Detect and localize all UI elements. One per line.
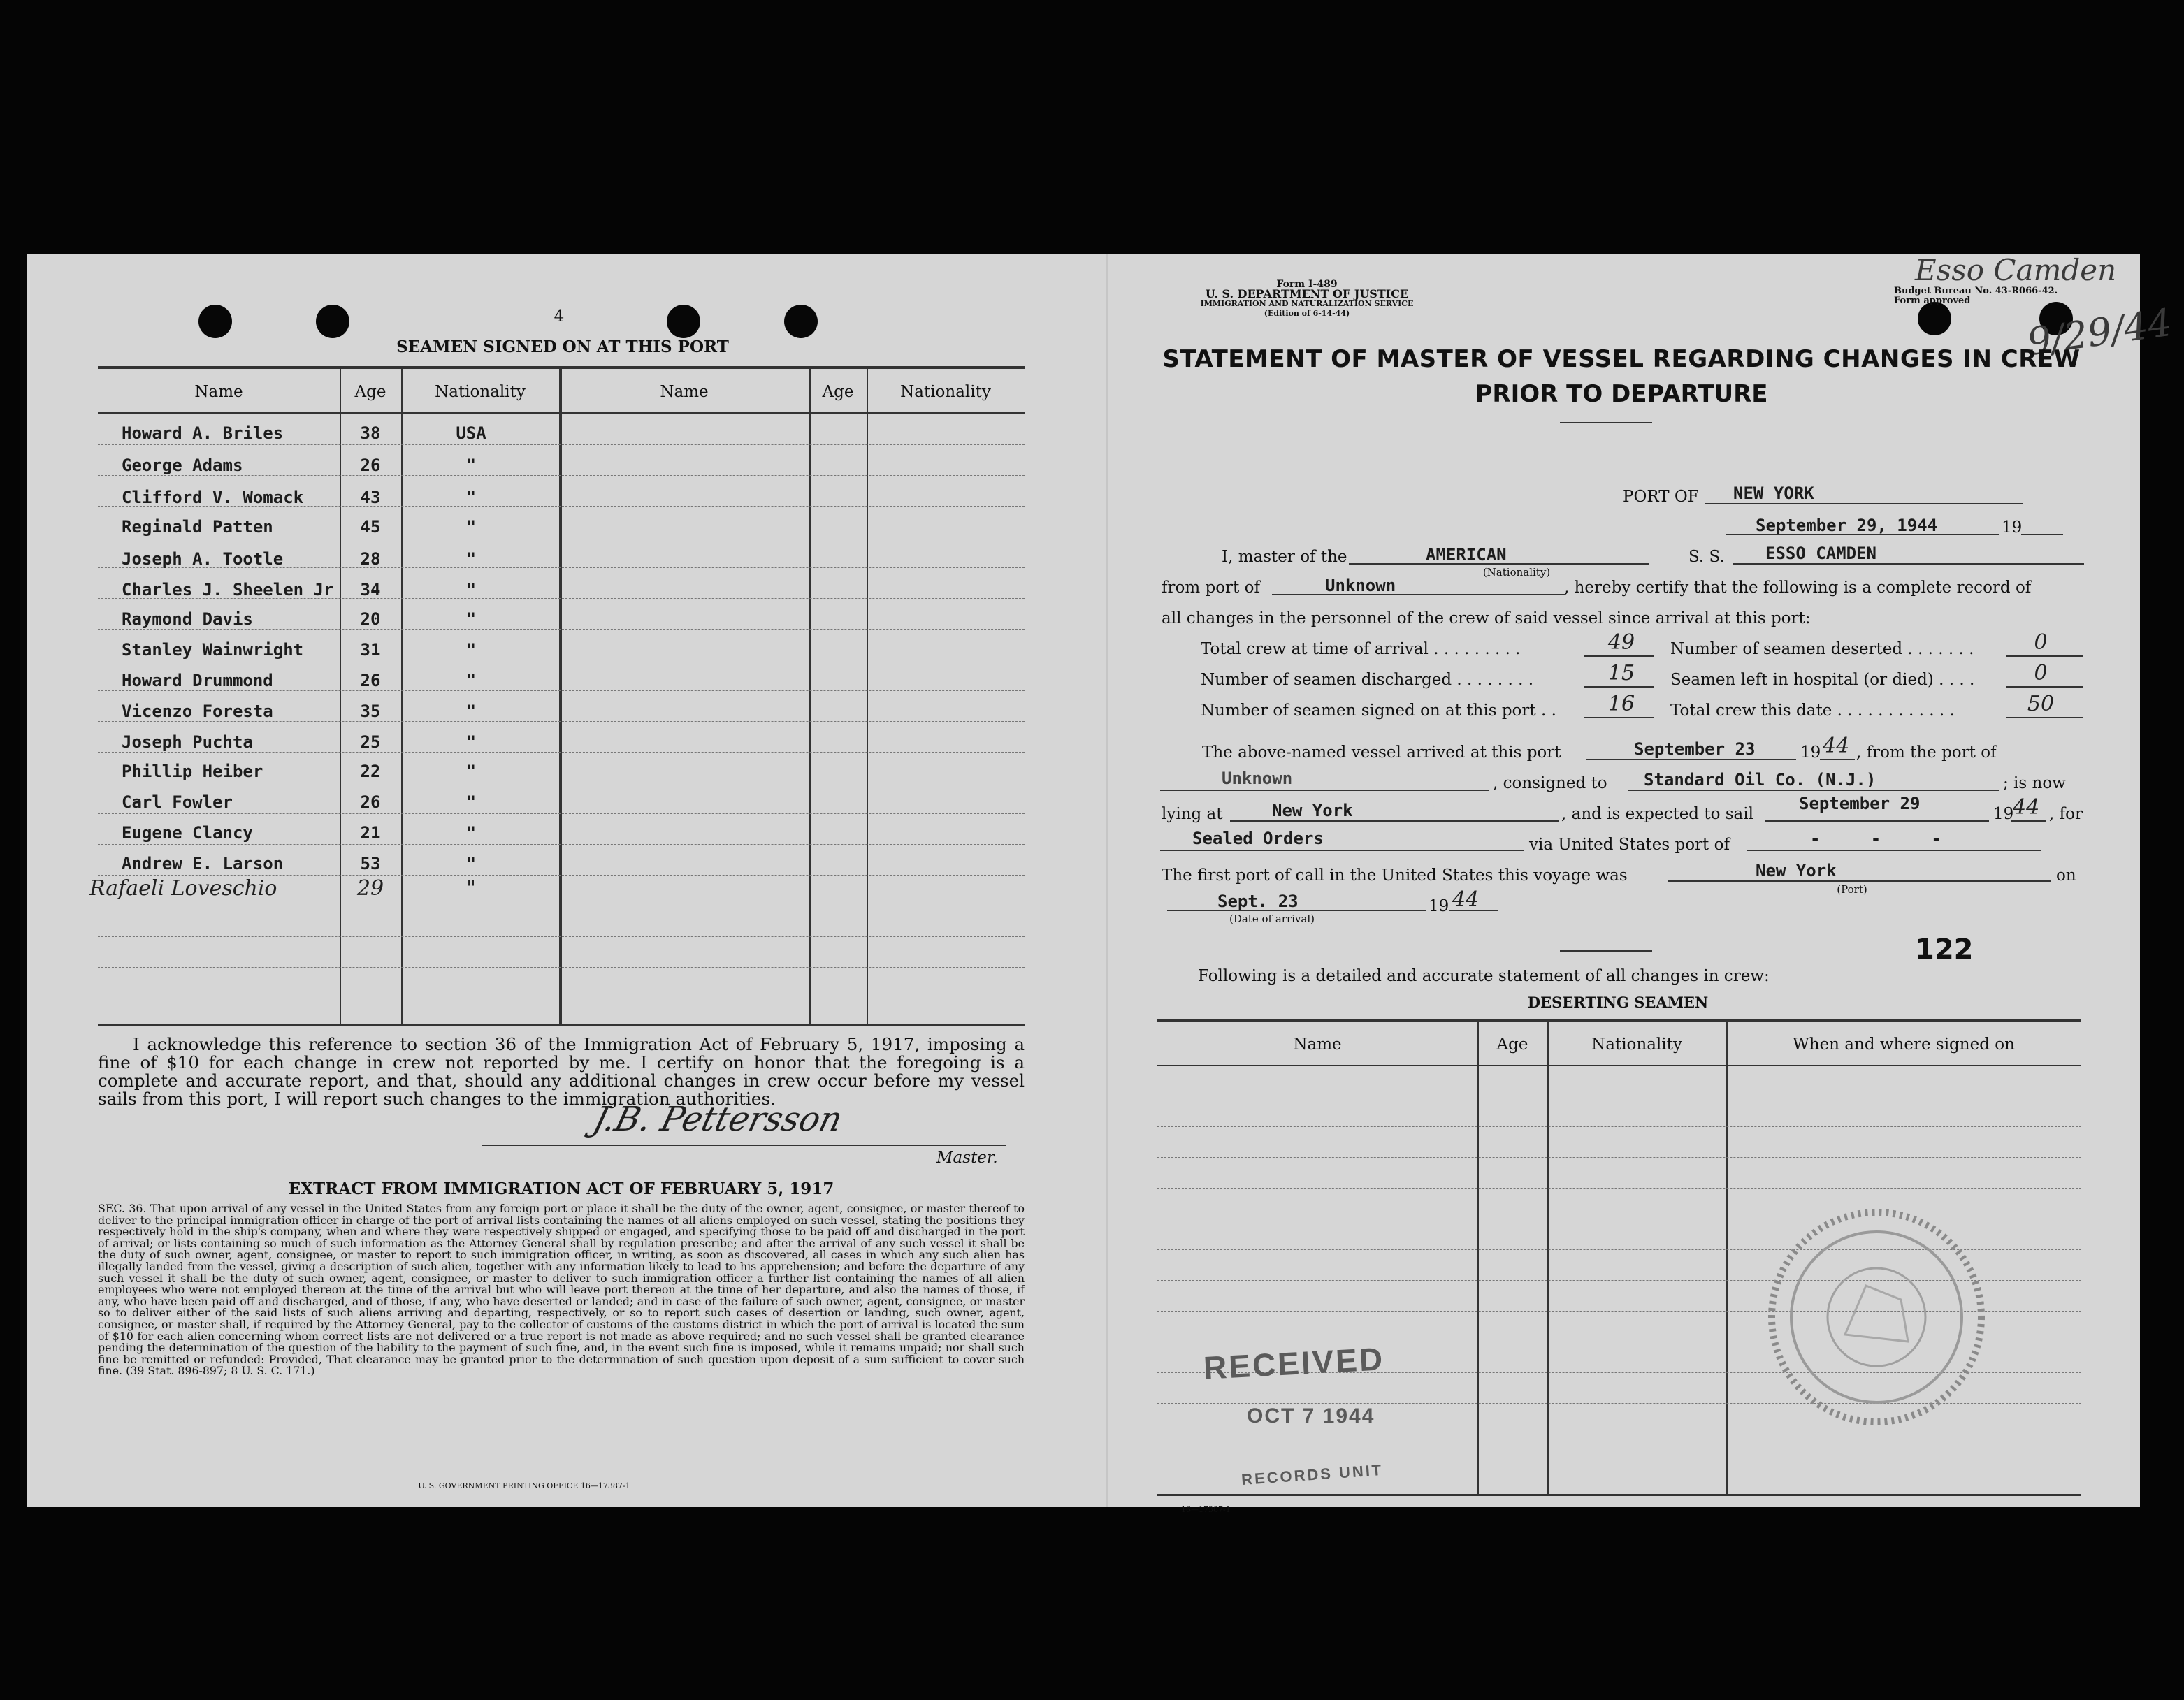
destination-value: Sealed Orders	[1192, 829, 1324, 848]
certify-text: , hereby certify that the following is a complete record of	[1564, 579, 2032, 597]
page-fold	[1106, 254, 1108, 1507]
port-caption: (Port)	[1837, 883, 1867, 896]
stat-line	[2006, 717, 2083, 718]
seaman-name: Phillip Heiber	[122, 762, 263, 781]
seaman-nationality: "	[465, 823, 477, 843]
signature-line	[482, 1145, 1006, 1146]
seaman-name-handwritten: Rafaeli Loveschio	[89, 876, 277, 901]
acknowledgement-text: I acknowledge this reference to section 36 of the Immigration Act of February 5, 1917, imposing a fine of $10 for each change in crew not reported by me. I certify on honor that the foregoing is a complete and accurate report, and that, should any additional changes in crew occur before my vessel sails from this port, I will report such changes to the immigration authorities.	[98, 1034, 1025, 1109]
deserting-col-signed-on: When and where signed on	[1793, 1036, 2015, 1054]
first-port-label: The first port of call in the United States this voyage was	[1162, 866, 1628, 885]
corner-handwriting-date: 9/29/44	[2024, 300, 2175, 365]
statement-subtitle: PRIOR TO DEPARTURE	[1475, 380, 1768, 408]
arrived-nineteen: 19	[1800, 743, 1821, 762]
seaman-age: 53	[360, 854, 381, 873]
seaman-nationality: "	[465, 854, 477, 873]
col-header-name-2: Name	[660, 383, 709, 401]
row-rule	[98, 844, 1025, 845]
seaman-age: 43	[360, 488, 381, 507]
stat-label-signed-on: Number of seamen signed on at this port . .	[1201, 702, 1556, 720]
seaman-name: Vicenzo Foresta	[122, 702, 273, 721]
vessel-line	[1733, 563, 2084, 565]
row-rule	[98, 752, 1025, 753]
arrival-date-line	[1167, 910, 1426, 911]
form-approved: Form approved	[1894, 296, 1971, 306]
via-value: - - -	[1810, 829, 1941, 848]
stat-line	[2006, 655, 2083, 657]
port-value: NEW YORK	[1733, 484, 1814, 503]
deserting-col-divider	[1726, 1022, 1728, 1494]
statement-title: STATEMENT OF MASTER OF VESSEL REGARDING CHANGES IN CREW	[1162, 345, 2081, 373]
nationality-caption: (Nationality)	[1482, 566, 1551, 579]
from-the-port-label: , from the port of	[1856, 743, 1997, 762]
seaman-age: 20	[360, 609, 381, 629]
seaman-nationality: USA	[456, 423, 486, 443]
seaman-nationality: "	[465, 609, 477, 629]
seaman-age: 26	[360, 671, 381, 690]
seaman-nationality: "	[465, 580, 477, 600]
col-header-age-2: Age	[822, 383, 854, 401]
following-text: Following is a detailed and accurate statement of all changes in crew:	[1198, 967, 1770, 985]
seaman-age: 45	[360, 517, 381, 537]
deserting-col-nationality: Nationality	[1591, 1036, 1682, 1054]
expected-label: , and is expected to sail	[1561, 805, 1753, 823]
arrived-year-line	[1820, 759, 1855, 760]
sail-nineteen: 19	[1993, 805, 2014, 823]
consigned-label: , consigned to	[1493, 774, 1607, 792]
from-port-line	[1272, 594, 1565, 595]
seaman-name: Reginald Patten	[122, 517, 273, 537]
arrived-year: 44	[1823, 734, 1850, 758]
row-rule	[98, 875, 1025, 876]
master-of-label: I, master of the	[1222, 548, 1347, 566]
origin-value: Unknown	[1222, 769, 1293, 788]
seaman-nationality: "	[465, 517, 477, 537]
seaman-age-handwritten: 29	[356, 876, 384, 901]
seaman-age: 26	[360, 456, 381, 475]
deserting-col-divider	[1547, 1022, 1549, 1494]
row-rule	[98, 629, 1025, 630]
row-rule	[1157, 1157, 2081, 1158]
bottom-form-code: 16—17387-1	[1181, 1505, 1231, 1514]
row-rule	[98, 444, 1025, 445]
nationality-line	[1349, 563, 1649, 565]
sail-value: September 29	[1799, 794, 1921, 813]
is-now-label: ; is now	[2003, 774, 2066, 792]
seaman-age: 35	[360, 702, 381, 721]
arrival-year: 44	[1452, 887, 1480, 912]
arrived-value: September 23	[1634, 739, 1756, 759]
section-rule	[1560, 950, 1652, 952]
seaman-nationality: "	[465, 671, 477, 690]
col-header-nationality: Nationality	[435, 383, 526, 401]
form-number: Form I-489	[1276, 279, 1338, 290]
budget-number: Budget Bureau No. 43-R066-42.	[1894, 286, 2058, 296]
stat-value-hospital: 0	[2034, 661, 2048, 685]
row-rule	[98, 967, 1025, 968]
received-date: OCT 7 1944	[1247, 1404, 1375, 1427]
col-header-age: Age	[354, 383, 386, 401]
deserting-title: DESERTING SEAMEN	[1527, 994, 1709, 1011]
seaman-nationality-handwritten: "	[466, 876, 476, 901]
stat-label-discharged: Number of seamen discharged . . . . . . . .	[1201, 671, 1534, 689]
punch-hole	[1918, 302, 1951, 335]
budget-bureau	[1894, 286, 2058, 306]
records-unit-stamp: RECORDS UNIT	[1241, 1460, 1384, 1489]
via-line	[1747, 850, 2041, 851]
form-header	[1160, 279, 1454, 319]
seaman-name: Raymond Davis	[122, 609, 253, 629]
row-rule	[98, 475, 1025, 476]
stat-label-total-now: Total crew this date . . . . . . . . . . . .	[1670, 702, 1955, 720]
deserting-header-rule	[1157, 1065, 2081, 1066]
vessel-name: ESSO CAMDEN	[1765, 544, 1876, 563]
ss-label: S. S.	[1688, 548, 1725, 566]
seaman-age: 38	[360, 423, 381, 443]
port-line	[1705, 503, 2023, 504]
title-rule	[1560, 422, 1652, 423]
on-label: on	[2056, 866, 2076, 885]
extract-title: EXTRACT FROM IMMIGRATION ACT OF FEBRUARY 5, 1917	[288, 1179, 834, 1198]
from-port-value: Unknown	[1325, 576, 1396, 595]
seaman-name: Joseph Puchta	[122, 732, 253, 752]
first-port-line	[1668, 880, 2051, 882]
punch-hole	[784, 305, 818, 338]
page-number: 4	[554, 307, 565, 326]
seaman-name: George Adams	[122, 456, 243, 475]
master-label: Master.	[936, 1149, 998, 1167]
seaman-name: Clifford V. Womack	[122, 488, 304, 507]
stat-value-total-arrival: 49	[1607, 630, 1635, 655]
seaman-name: Howard A. Briles	[122, 423, 284, 443]
seaman-name: Joseph A. Tootle	[122, 549, 284, 569]
deserting-col-divider	[1477, 1022, 1479, 1494]
for-label: , for	[2049, 805, 2083, 823]
date-suffix: 19	[2002, 518, 2023, 537]
row-rule	[1157, 1126, 2081, 1127]
table-col-divider	[867, 369, 868, 1024]
punch-hole	[198, 305, 232, 338]
seaman-name: Eugene Clancy	[122, 823, 253, 843]
stat-value-deserted: 0	[2034, 630, 2048, 655]
circular-seal-stamp	[1761, 1202, 1992, 1432]
seaman-age: 21	[360, 823, 381, 843]
seaman-name: Andrew E. Larson	[122, 854, 284, 873]
seaman-nationality: "	[465, 792, 477, 812]
seaman-age: 31	[360, 640, 381, 660]
destination-line	[1160, 850, 1524, 851]
deserting-col-name: Name	[1293, 1036, 1342, 1054]
seaman-nationality: "	[465, 762, 477, 781]
stat-label-total-arrival: Total crew at time of arrival . . . . . . . . .	[1201, 640, 1521, 658]
stat-value-total-now: 50	[2027, 692, 2055, 716]
corner-handwriting-vessel: Esso Camden	[1915, 253, 2117, 287]
lying-at-value: New York	[1272, 801, 1353, 820]
seaman-age: 26	[360, 792, 381, 812]
left-page-title: SEAMEN SIGNED ON AT THIS PORT	[396, 337, 729, 356]
seaman-nationality: "	[465, 488, 477, 507]
punch-hole	[316, 305, 349, 338]
arrived-line	[1586, 759, 1796, 760]
seaman-nationality: "	[465, 456, 477, 475]
consignee-line	[1628, 790, 1999, 791]
arrived-label: The above-named vessel arrived at this port	[1202, 743, 1561, 762]
col-header-nationality-2: Nationality	[900, 383, 991, 401]
seaman-name: Charles J. Sheelen Jr	[122, 580, 334, 600]
row-rule	[98, 690, 1025, 691]
row-rule	[98, 813, 1025, 814]
sail-year-line	[2011, 820, 2046, 822]
punch-hole	[667, 305, 700, 338]
arrival-year-line	[1449, 910, 1498, 911]
seaman-name: Stanley Wainwright	[122, 640, 304, 660]
table-col-divider	[559, 369, 562, 1024]
seaman-nationality: "	[465, 702, 477, 721]
col-header-name: Name	[194, 383, 243, 401]
nationality-value: AMERICAN	[1426, 545, 1507, 565]
lying-at-line	[1230, 820, 1559, 822]
received-stamp: RECEIVED	[1202, 1340, 1386, 1386]
printing-office: U. S. GOVERNMENT PRINTING OFFICE 16—17387-1	[418, 1481, 630, 1490]
seaman-nationality: "	[465, 732, 477, 752]
department-name: U. S. DEPARTMENT OF JUSTICE	[1205, 287, 1409, 300]
table-col-divider	[809, 369, 811, 1024]
row-rule	[98, 936, 1025, 937]
arrival-date-caption: (Date of arrival)	[1229, 913, 1315, 925]
table-bottom-rule	[98, 1024, 1025, 1026]
arrival-date-value: Sept. 23	[1217, 892, 1299, 911]
lying-at-label: lying at	[1162, 805, 1223, 823]
stat-line	[2006, 686, 2083, 688]
service-name: IMMIGRATION AND NATURALIZATION SERVICE	[1200, 299, 1414, 308]
stat-line	[1584, 655, 1654, 657]
stat-line	[1584, 686, 1654, 688]
port-label: PORT OF	[1623, 488, 1699, 506]
row-rule	[98, 721, 1025, 722]
stat-label-deserted: Number of seamen deserted . . . . . . .	[1670, 640, 1974, 658]
first-port-value: New York	[1756, 861, 1837, 880]
seaman-name: Carl Fowler	[122, 792, 233, 812]
origin-line	[1160, 790, 1489, 791]
stat-label-hospital: Seamen left in hospital (or died) . . . .	[1670, 671, 1975, 689]
seaman-nationality: "	[465, 640, 477, 660]
master-signature: J.B. Pettersson	[589, 1100, 847, 1139]
from-port-label: from port of	[1162, 579, 1260, 597]
row-rule	[1157, 1188, 2081, 1189]
stat-value-discharged: 15	[1607, 661, 1635, 685]
deserting-col-age: Age	[1496, 1036, 1528, 1054]
date-suffix-line	[2021, 534, 2063, 535]
consignee-value: Standard Oil Co. (N.J.)	[1644, 770, 1876, 790]
seaman-name: Howard Drummond	[122, 671, 273, 690]
via-label: via United States port of	[1529, 836, 1730, 854]
seaman-age: 22	[360, 762, 381, 781]
date-line	[1726, 534, 1999, 535]
seaman-age: 28	[360, 549, 381, 569]
sail-line	[1765, 820, 1989, 822]
stat-line	[1584, 717, 1654, 718]
seaman-nationality: "	[465, 549, 477, 569]
certify-text-2: all changes in the personnel of the crew of said vessel since arrival at this port:	[1162, 609, 1811, 627]
edition-text: (Edition of 6-14-44)	[1264, 309, 1350, 318]
sail-year: 44	[2013, 795, 2040, 820]
date-value: September 29, 1944	[1756, 516, 1938, 535]
seaman-age: 25	[360, 732, 381, 752]
extract-text: SEC. 36. That upon arrival of any vessel in the United States from any foreign port or place it shall be the duty of the owner, agent, consignee, or master thereof to deliver to the principal immigration officer in charge of the port of arrival lists containing the names of all aliens employed on such vessel, stating the positions they respectively hold in the ship's company, when and where they were respectively shipped or engaged, and specifying those to be paid off and discharged in the port of arrival; or lists containing so much of such information as the Attorney General shall by regulation prescribe; and after the arrival of any such vessel it shall be the duty of such owner, agent, consignee, or master to report to such immigration officer, in writing, as soon as discovered, all cases in which any such alien has illegally landed from the vessel, giving a description of such alien, together with any information likely to lead to his apprehension; and before the departure of any such vessel it shall be the duty of such owner, agent, consignee, or master to deliver to such immigration officer a further list containing the names of all alien employees who were not employed thereon at the time of the arrival but who will leave port thereon at the time of her departure, and also the names of those, if any, who have been paid off and discharged, and of those, if any, who have deserted or landed; and in case of the failure of such owner, agent, consignee, or master so to deliver either of the said lists of such aliens arriving and departing, respectively, or so to report such cases of desertion or landing, such owner, agent, consignee, or master shall, if required by the Attorney General, pay to the collector of customs of the customs district in which the port of arrival is located the sum of $10 for each alien concerning whom correct lists are not delivered or a true report is not made as above required; and no such vessel shall be granted clearance pending the determination of the question of the liability to the payment of such fine, and, in the event such fine is imposed, while it remains unpaid; nor shall such fine be remitted or refunded: Provided, That clearance may be granted prior to the determination of such question upon deposit of a sum sufficient to cover such fine. (39 Stat. 896-897; 8 U. S. C. 171.)	[98, 1202, 1025, 1378]
stamped-number: 122	[1915, 933, 1974, 966]
arrival-nineteen: 19	[1429, 897, 1449, 915]
seaman-age: 34	[360, 580, 381, 600]
deserting-bottom-rule	[1157, 1494, 2081, 1496]
deserting-top-rule	[1157, 1019, 2081, 1022]
stat-value-signed-on: 16	[1607, 692, 1635, 716]
